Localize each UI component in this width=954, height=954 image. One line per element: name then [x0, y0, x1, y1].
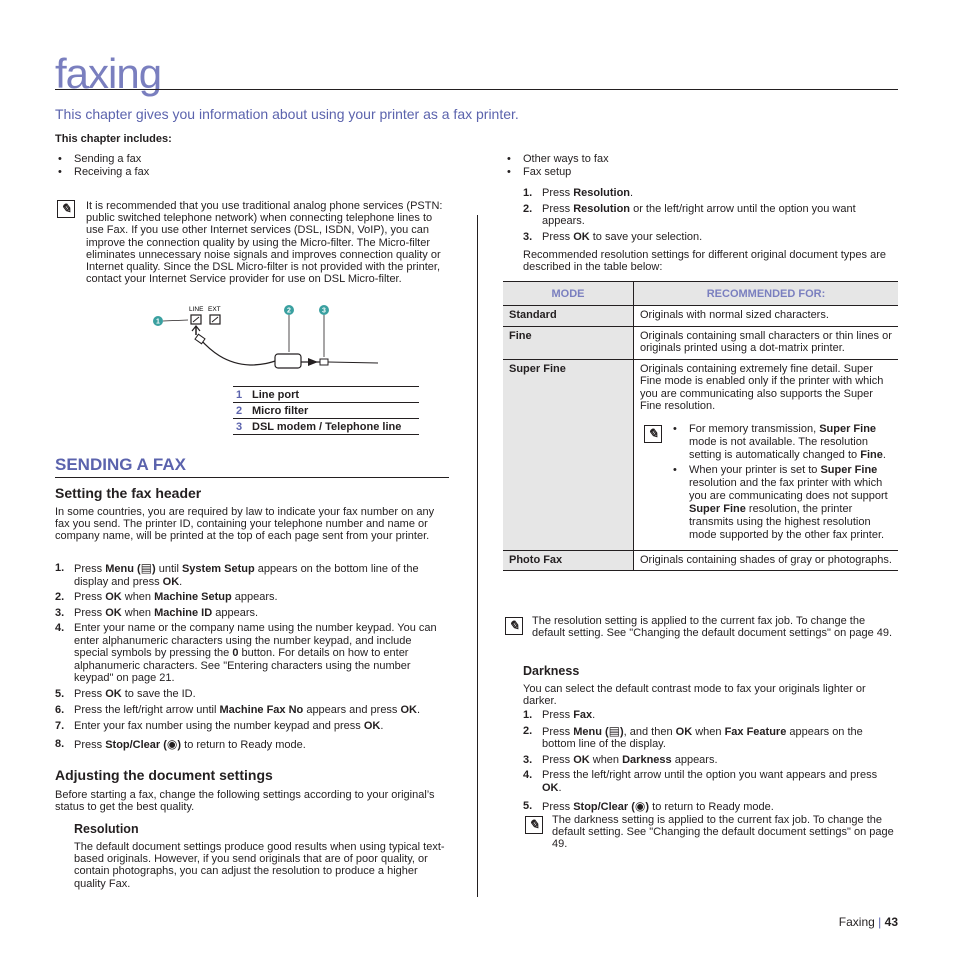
desc-cell: Originals containing shades of gray or photographs.	[634, 550, 899, 571]
subheading-darkness: Darkness	[523, 664, 580, 678]
toc-right	[504, 153, 804, 179]
step-item	[523, 231, 898, 244]
resolution-note: The resolution setting is applied to the current fax job. To change the default setting. See "Changing the default document settings" on page 49.	[532, 615, 893, 640]
footer-label: Faxing	[838, 915, 875, 929]
darkness-steps	[523, 709, 898, 817]
note-bullet: • When your printer is set to Super Fine resolution and the fax printer with which you are communicating does not support Super Fine resolution, the printer transmits using the highest resolution mode supported by the other fax printer.	[670, 464, 892, 542]
step-text: Press Resolution.	[542, 187, 634, 199]
step-text: Enter your name or the company name using the number keypad. You can enter alphanumeric characters using the number keypad, and include special symbols by pressing the 0 button. For details on how to enter alphanumeric characters. See "Entering characters using the number keypad" on page 21.	[74, 622, 437, 684]
mode-cell: Standard	[503, 306, 634, 327]
step-item	[55, 704, 447, 717]
toc-left	[55, 153, 355, 179]
darkness-intro: You can select the default contrast mode to fax your originals lighter or darker.	[523, 683, 866, 708]
step-item	[523, 800, 898, 814]
superfine-note-list	[670, 423, 892, 542]
step-item	[523, 769, 898, 794]
adjust-intro: Before starting a fax, change the following settings according to your original’s status to get the best quality.	[55, 789, 435, 814]
table-row	[503, 306, 898, 327]
table-header-row	[503, 282, 898, 306]
micro-filter	[275, 354, 301, 368]
subheading-resolution: Resolution	[74, 822, 139, 836]
stop-clear-icon: ◉	[166, 737, 178, 751]
resolution-steps	[523, 187, 898, 246]
step-item	[523, 754, 898, 767]
footer-separator: |	[878, 915, 882, 929]
step-item	[55, 591, 447, 604]
svg-text:3: 3	[322, 307, 326, 315]
step-number: 3.	[523, 753, 533, 766]
step-item	[523, 187, 898, 200]
resolution-intro: The default document settings produce good results when using typical text-based originals. However, if you send originals that are of poor quality, or contain photographs, you can adjust the resolution to produce a higher quality Fax.	[74, 841, 445, 890]
chapter-title: faxing	[55, 50, 162, 97]
menu-icon: ▤	[140, 561, 152, 575]
step-text: Press OK when Machine ID appears.	[74, 606, 259, 619]
toc-item[interactable]: • Receiving a fax	[55, 166, 355, 179]
desc-cell: Originals with normal sized characters.	[634, 306, 899, 327]
table-header-recommended: RECOMMENDED FOR:	[634, 282, 899, 306]
step-number: 1.	[523, 709, 533, 721]
table-row	[503, 359, 898, 550]
step-text: Press OK when Machine Setup appears.	[74, 591, 278, 603]
superfine-note	[640, 423, 892, 546]
step-text: Press the left/right arrow until Machine Fax No appears and press OK.	[74, 704, 421, 716]
step-number: 1.	[55, 562, 65, 574]
legend-row: 1 Line port	[233, 387, 419, 403]
page-number: 43	[884, 915, 898, 929]
desc-cell	[634, 359, 899, 550]
step-text: Press Stop/Clear (◉) to return to Ready mode.	[74, 737, 306, 751]
svg-text:1: 1	[156, 318, 160, 326]
fax-header-intro: In some countries, you are required by law to indicate your fax number on any fax you send. The printer ID, containing your telephone number and name or company name, will be printed at the top of each page sent from your printer.	[55, 506, 435, 543]
menu-icon: ▤	[608, 723, 620, 738]
mode-cell: Photo Fax	[503, 550, 634, 571]
subheading-adjust: Adjusting the document settings	[55, 767, 273, 783]
step-text: Press Menu (▤), and then OK when Fax Feature appears on the bottom line of the display.	[542, 723, 863, 750]
step-number: 4.	[523, 769, 533, 781]
toc-item[interactable]: • Fax setup	[504, 166, 804, 179]
step-item	[55, 688, 447, 701]
note-pencil-icon: ✎	[57, 200, 75, 218]
fax-header-steps	[55, 562, 447, 755]
step-text: Press Menu (▤) until System Setup appears on the bottom line of the display and press OK.	[74, 561, 419, 588]
table-row	[503, 326, 898, 359]
step-number: 8.	[55, 738, 65, 750]
toc-item[interactable]: • Other ways to fax	[504, 153, 804, 166]
page-footer	[839, 915, 898, 929]
table-row	[503, 550, 898, 571]
table-header-mode: MODE	[503, 282, 634, 306]
chapter-intro: This chapter gives you information about using your printer as a fax printer.	[55, 106, 519, 122]
legend-row: 2 Micro filter	[233, 403, 419, 419]
legend-row: 3 DSL modem / Telephone line	[233, 419, 419, 435]
step-text: Press OK when Darkness appears.	[542, 753, 718, 766]
step-number: 4.	[55, 622, 65, 634]
step-item	[55, 738, 447, 752]
note-bullet: • For memory transmission, Super Fine mode is not available. The resolution setting is automatically changed to Fine.	[670, 423, 892, 462]
step-item	[55, 622, 447, 685]
step-text: Press OK to save your selection.	[542, 230, 703, 243]
step-text: Press the left/right arrow until the option you want appears and press OK.	[542, 769, 878, 794]
mode-cell: Fine	[503, 326, 634, 359]
mode-cell: Super Fine	[503, 359, 634, 550]
stop-clear-icon: ◉	[634, 799, 646, 813]
step-number: 2.	[523, 724, 533, 737]
section-rule	[55, 477, 449, 478]
micro-filter-diagram	[150, 302, 390, 378]
step-number: 3.	[523, 230, 533, 243]
darkness-note: The darkness setting is applied to the current fax job. To change the default setting. See "Changing the default document settings" on page 49.	[552, 814, 894, 851]
title-rule	[55, 89, 898, 90]
step-item	[55, 562, 447, 588]
note-pencil-icon: ✎	[644, 425, 662, 443]
step-text: Press Resolution or the left/right arrow until the option you want appears.	[542, 202, 856, 227]
step-item	[523, 203, 898, 228]
step-text: Enter your fax number using the number keypad and press OK.	[74, 719, 384, 732]
step-text: Press Fax.	[542, 709, 596, 721]
step-number: 1.	[523, 187, 533, 199]
section-heading-sending: SENDING A FAX	[55, 455, 186, 474]
step-number: 7.	[55, 719, 65, 732]
step-number: 2.	[55, 591, 65, 603]
step-item	[523, 709, 898, 722]
diagram-legend	[233, 386, 419, 435]
step-text: Press Stop/Clear (◉) to return to Ready mode.	[542, 799, 774, 813]
step-item	[55, 607, 447, 620]
step-number: 3.	[55, 606, 65, 619]
note-micro-filter: It is recommended that you use traditional analog phone services (PSTN: public switched telephone network) when connecting telephone lines to use Fax. If you use other Internet services (DSL, ISDN, VoIP), you can improve the connection quality by using the Micro-filter. The Micro-filter eliminates unnecessary noise signals and improves connection quality or Internet quality. Since the DSL Micro-filter is not provided with the printer, contact your Internet Service provider for use on DSL Micro-filter.	[86, 200, 443, 286]
port-line-label: LINE	[189, 306, 204, 313]
svg-text:2: 2	[287, 307, 291, 315]
step-number: 5.	[523, 800, 533, 812]
step-item	[523, 725, 898, 751]
resolution-table	[503, 281, 898, 571]
step-text: Press OK to save the ID.	[74, 687, 196, 700]
subheading-fax-header: Setting the fax header	[55, 485, 202, 501]
table-intro: Recommended resolution settings for different original document types are described in the table below:	[523, 249, 886, 274]
step-item	[55, 720, 447, 733]
column-divider	[477, 215, 478, 897]
superfine-desc: Originals containing extremely fine detail. Super Fine mode is enabled only if the printer with which you are communicating also supports the Super Fine resolution.	[640, 362, 884, 412]
note-pencil-icon: ✎	[525, 816, 543, 834]
toc-item[interactable]: • Sending a fax	[55, 153, 355, 166]
step-number: 5.	[55, 687, 65, 700]
port-ext-label: EXT	[208, 306, 221, 313]
includes-label: This chapter includes:	[55, 133, 172, 145]
note-pencil-icon: ✎	[505, 617, 523, 635]
step-number: 6.	[55, 704, 65, 716]
step-number: 2.	[523, 202, 533, 215]
desc-cell: Originals containing small characters or thin lines or originals printed using a dot-matrix printer.	[634, 326, 899, 359]
